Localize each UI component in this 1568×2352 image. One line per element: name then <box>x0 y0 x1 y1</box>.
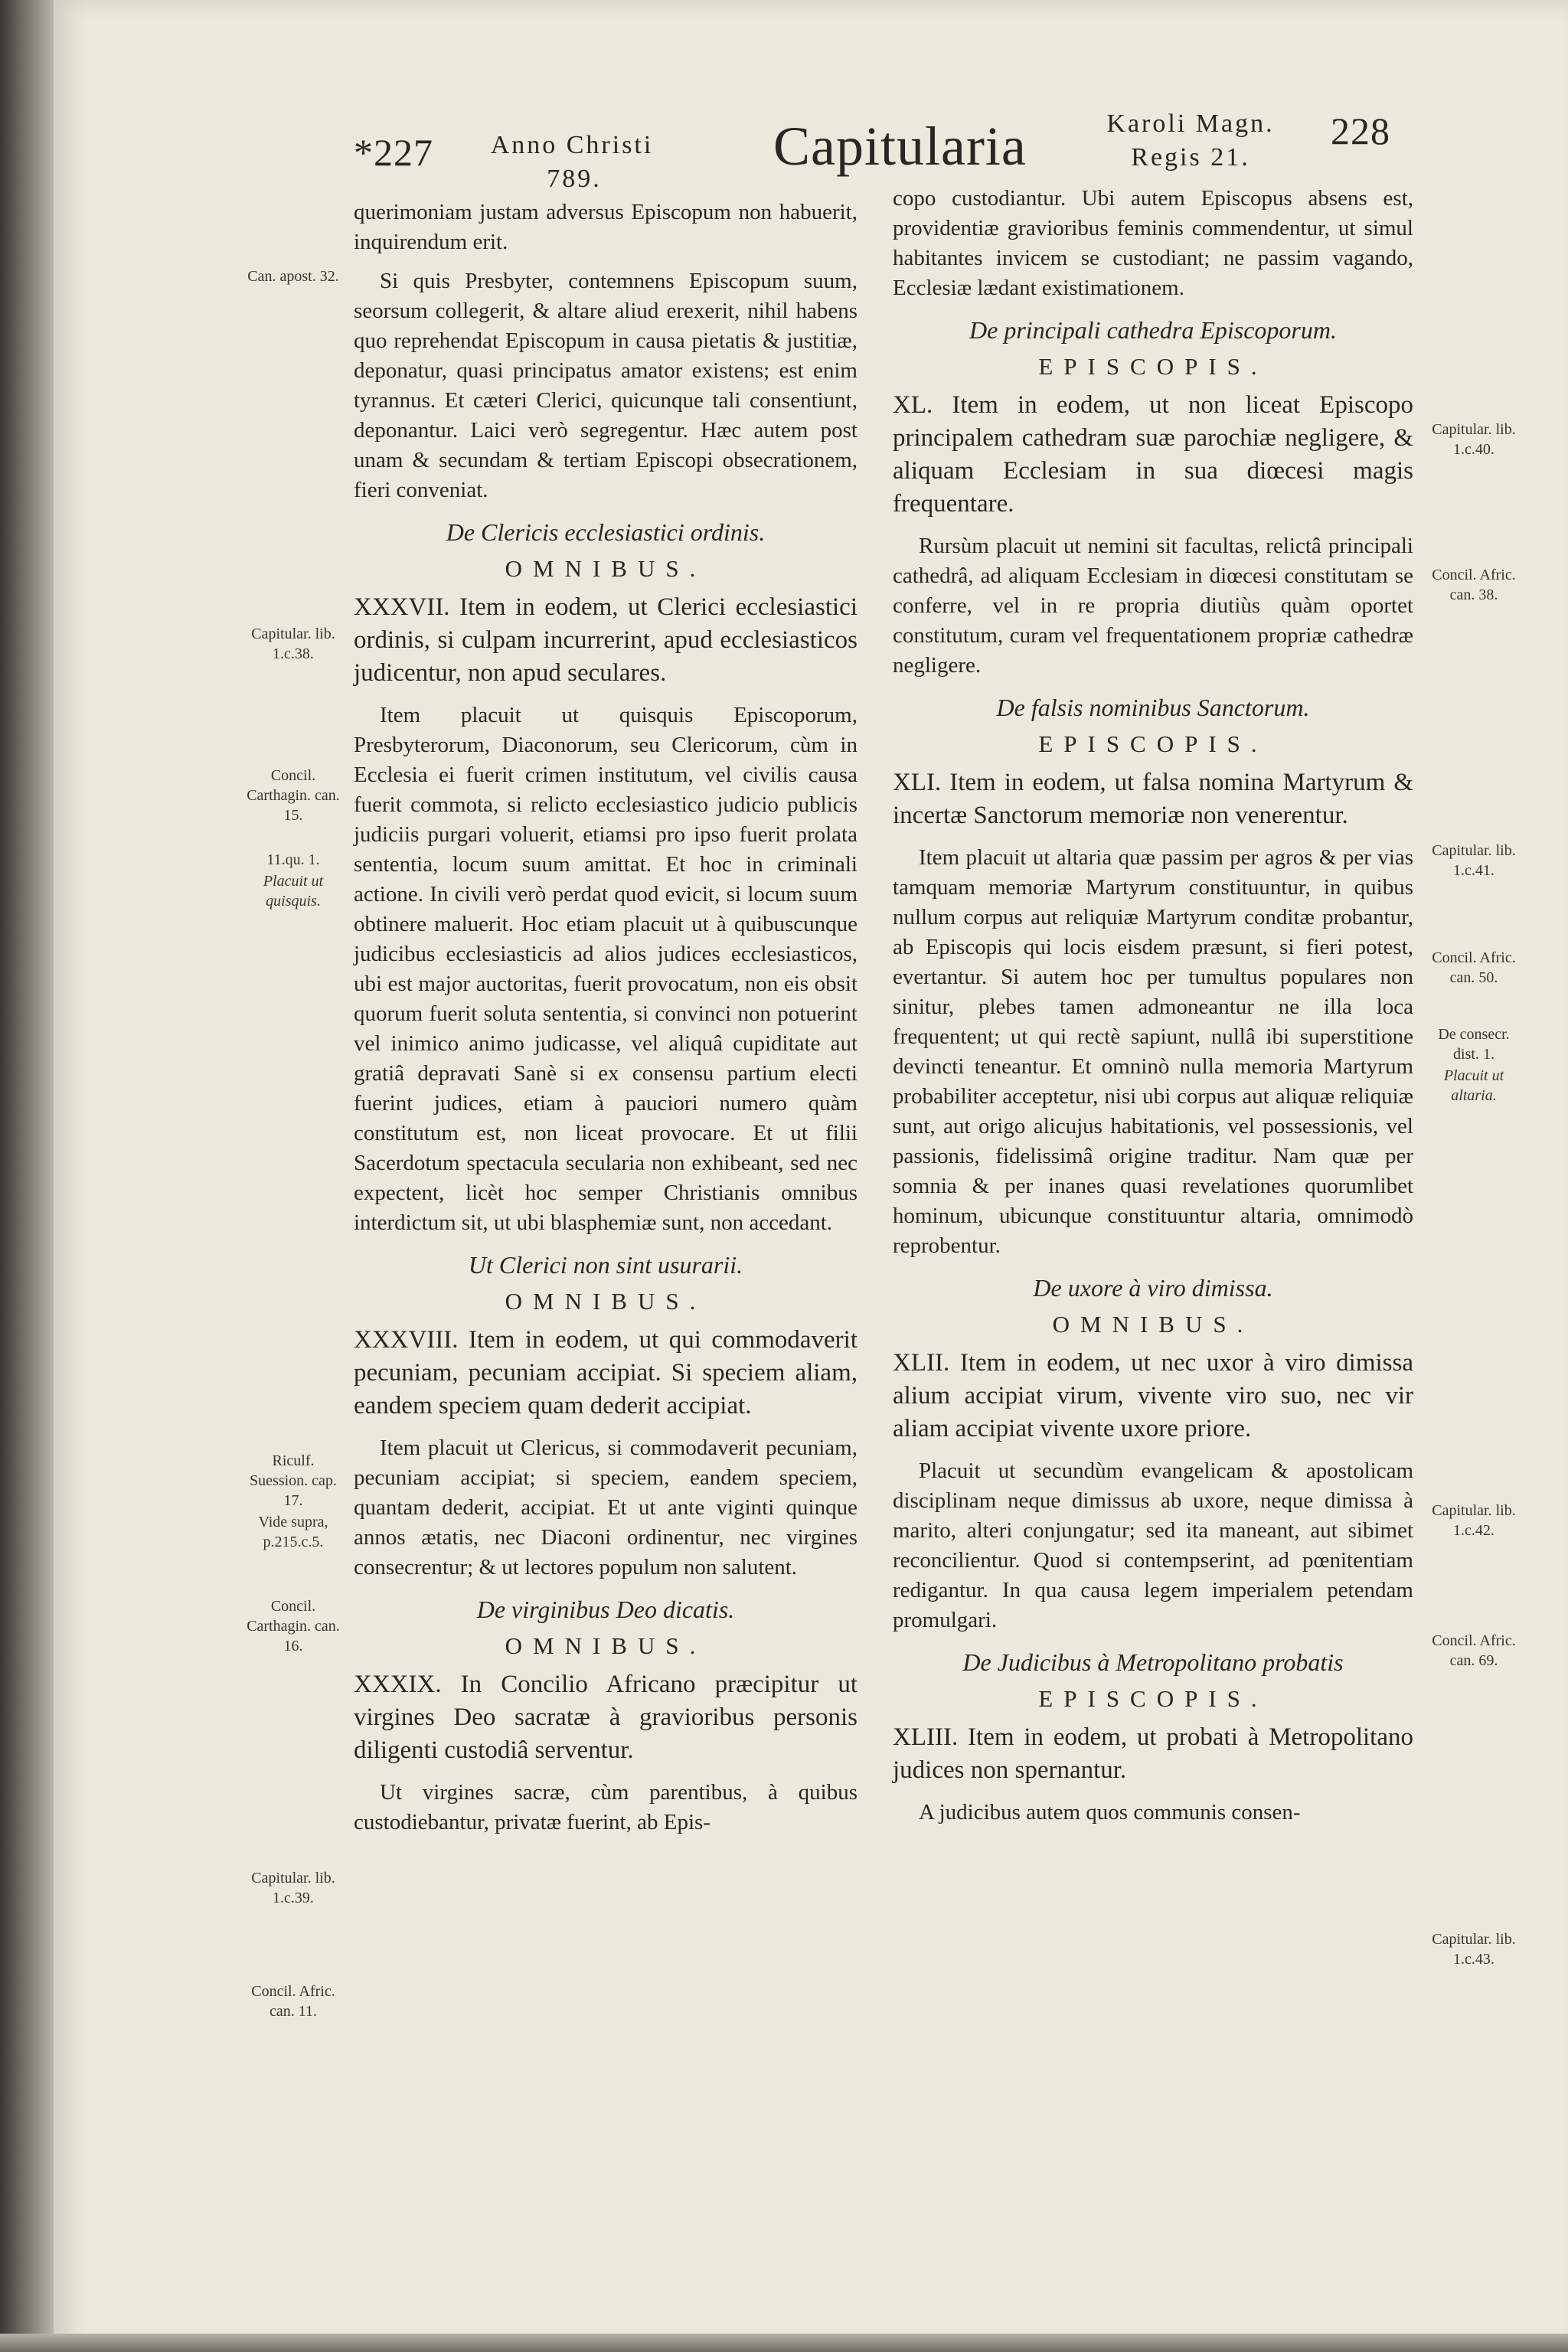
right-heading-2: De falsis nominibus Sanctorum. <box>996 694 1310 721</box>
right-address-4: EPISCOPIS. <box>1038 1685 1268 1712</box>
right-note-6: Concil. Afric. can. 69. <box>1432 1632 1516 1669</box>
left-p8: Ut virgines sacræ, cùm parentibus, à quibus custodiebantur, privatæ fuerint, ab Epis- <box>354 1780 858 1834</box>
left-chapter-38: XXXVIII. Item in eodem, ut qui commodaverit pecuniam, pecuniam accipiat. Si speciem aliam, eandem speciem quam dederit accipiat. <box>354 1326 858 1419</box>
right-note-4c <box>1424 1066 1524 1106</box>
right-address-3: OMNIBUS. <box>1052 1311 1254 1338</box>
left-chapter-37: XXXVII. Item in eodem, ut Clerici ecclesiastici ordinis, si culpam incurrerint, apud ecclesiasticos judicentur, non apud seculares. <box>354 593 858 687</box>
right-note-1: Capitular. lib. 1.c.40. <box>1432 421 1516 458</box>
left-address-2: OMNIBUS. <box>505 1288 707 1315</box>
left-heading-2: Ut Clerici non sint usurarii. <box>468 1251 743 1279</box>
left-heading-1: De Clericis ecclesiastici ordinis. <box>446 518 766 546</box>
right-regis: Regis 21. <box>1131 143 1250 172</box>
book-spine-shadow <box>0 0 54 2352</box>
right-p1: copo custodiantur. Ubi autem Episcopus absens est, providentiæ gravioribus feminis commendentur, ut simul habitantes invicem se custodiant; ne passim vagando, Ecclesiæ lædant existimationem. <box>893 186 1413 300</box>
right-chapter-42: XLII. Item in eodem, ut nec uxor à viro dimissa alium accipiat virum, vivente viro suo, nec vir aliam accipiat vivente uxore priore. <box>893 1349 1413 1442</box>
right-note-4a: Concil. Afric. can. 50. <box>1432 949 1516 986</box>
right-running-head: Karoli Magn. <box>1106 109 1275 138</box>
right-address-2: EPISCOPIS. <box>1038 730 1268 757</box>
page-bottom-edge <box>0 2334 1568 2352</box>
right-chapter-40: XL. Item in eodem, ut non liceat Episcopo principalem cathedram suæ parochiæ negligere, & aliquam Ecclesiam in sua diœcesi magis frequentare. <box>893 391 1413 518</box>
right-p9: A judicibus autem quos communis consen- <box>919 1800 1301 1824</box>
left-address-1: OMNIBUS. <box>505 555 707 582</box>
right-note-5: Capitular. lib. 1.c.42. <box>1432 1502 1516 1539</box>
right-heading-4: De Judicibus à Metropolitano probatis <box>962 1648 1344 1676</box>
right-heading-3: De uxore à viro dimissa. <box>1033 1274 1273 1302</box>
left-address-3: OMNIBUS. <box>505 1632 707 1659</box>
right-note-3: Capitular. lib. 1.c.41. <box>1432 842 1516 879</box>
left-heading-3: De virginibus Deo dicatis. <box>476 1596 735 1623</box>
left-chapter-39: XXXIX. In Concilio Africano præcipitur ut virgines Deo sacratæ à gravioribus personis diligenti custodiâ serventur. <box>354 1671 858 1764</box>
left-note-3c-text: Placuit ut quisquis. <box>263 873 324 910</box>
right-column <box>893 184 1413 1837</box>
right-heading-1: De principali cathedra Episcoporum. <box>969 316 1337 344</box>
right-note-2: Concil. Afric. can. 38. <box>1432 567 1516 603</box>
right-page-number: 228 <box>1331 109 1390 152</box>
right-chapter-41: XLI. Item in eodem, ut falsa nomina Martyrum & incertæ Sanctorum memoriæ non venerentur. <box>893 769 1413 829</box>
left-page-number: *227 <box>354 131 433 174</box>
right-note-4b: De consecr. dist. 1. <box>1438 1026 1510 1063</box>
left-note-3c <box>243 871 343 911</box>
left-column <box>354 198 858 1847</box>
right-p5: Item placuit ut altaria quæ passim per agros & per vias tamquam memoriæ Martyrum constituuntur, in quibus nullum corpus aut reliquiæ Martyrum conditæ probantur, ab Episcopis qui locis eisdem præsunt, si fieri potest, evertantur. Si autem hoc per tumultus populares non sinitur, plebes tamen admoneantur ne illa loca frequentent; ut qui rectè sapiunt, nullâ ibi superstitione devincti teneantur. Et omninò nulla memoria Martyrum probabiliter acceptetur, nisi ubi corpus aut aliquæ reliquiæ sunt, aut origo alicujus habitationis, vel possessionis, vel passionis, fidelissimâ origine traditur. Nam quæ per somnia & per inanes quasi revelationes quorumlibet hominum, ubicunque constituuntur altaria, omnimodò reprobentur. <box>893 845 1413 1258</box>
left-note-4a: Riculf. Suession. cap. 17. <box>250 1452 337 1509</box>
left-p4: Item placuit ut quisquis Episcoporum, Presbyterorum, Diaconorum, seu Clericorum, cùm in Ecclesia ei fuerit crimen institutum, vel civilis causa fuerit commota, si relicto ecclesiastico judicio publicis judiciis purgari voluerit, etiamsi pro ipso fuerit prolata sententia, locum suum amittat. Et hoc in criminali actione. In civili verò perdat quod evicit, si locum suum obtinere maluerit. Hoc etiam placuit ut à quibuscunque judicibus ecclesiasticis ad alios judices ecclesiasticos, ubi est major auctoritas, fuerit provocatum, non eis obsit quorum fuerit soluta sententia, si convinci non potuerint vel inimico animo judicasse, vel aliquâ cupiditate aut gratiâ depravati Sanè si ex consensu partium electi fuerint judices, etiam à pauciori numero quàm constitutum est, non liceat provocare. Et ut filii Sacerdotum spectacula secularia non exhibeant, sed nec expectent, licèt hoc semper Christianis omnibus interdictum sit, ut ubi blasphemiæ sunt, non accedant. <box>354 703 858 1235</box>
left-year: 789. <box>547 165 602 193</box>
right-p7: Placuit ut secundùm evangelicam & apostolicam disciplinam neque dimissus ab uxore, neque dimissa à marito, alteri conjungatur; sed ita maneant, aut sibimet reconcilientur. Quod si contempserint, ad pœnitentiam redigantur. In qua causa legem imperialem petendam promulgari. <box>893 1459 1413 1632</box>
left-note-7: Concil. Afric. can. 11. <box>251 1983 335 2020</box>
right-address-1: EPISCOPIS. <box>1038 353 1268 380</box>
left-p1: querimoniam justam adversus Episcopum non habuerit, inquirendum erit. <box>354 200 858 254</box>
right-note-4c-text: Placuit ut altaria. <box>1443 1067 1504 1104</box>
left-running-head: Anno Christi <box>490 131 654 159</box>
left-note-5: Concil. Carthagin. can. 16. <box>247 1598 340 1655</box>
right-note-7: Capitular. lib. 1.c.43. <box>1432 1931 1516 1968</box>
left-note-6: Capitular. lib. 1.c.39. <box>251 1870 335 1906</box>
left-note-3a: Concil. Carthagin. can. 15. <box>247 767 340 824</box>
left-note-2: Capitular. lib. 1.c.38. <box>251 626 335 662</box>
left-p2: Si quis Presbyter, contemnens Episcopum suum, seorsum collegerit, & altare aliud erexerit, nihil habens quo reprehendat Episcopum in causa pietatis & justitiæ, deponatur, quasi principatus amator existens; est enim tyrannus. Et cæteri Clerici, quicunque tali consentiunt, deponantur. Laici verò segregentur. Hæc autem post unam & secundam & tertiam Episcopi obsecrationem, fieri conveniat. <box>354 269 858 502</box>
left-p6: Item placuit ut Clericus, si commodaverit pecuniam, pecuniam accipiat; si speciem, eandem speciem, quantam dederit, accipiat. Et ut ante viginti quinque annos ætatis, nec Diaconi ordinentur, nec virgines consecrentur; & ut lectores populum non salutent. <box>354 1436 858 1579</box>
center-title: Capitularia <box>773 116 1027 177</box>
left-note-3b: 11.qu. 1. <box>266 851 320 868</box>
left-note-1: Can. apost. 32. <box>247 268 339 285</box>
left-note-4b: Vide supra, p.215.c.5. <box>258 1514 328 1550</box>
right-p3: Rursùm placuit ut nemini sit facultas, relictâ principali cathedrâ, ad aliquam Ecclesiam in diœcesi constitutam se conferre, vel in re propria diutiùs quàm oportet constitutum, curam vel frequentationem propriæ cathedræ negligere. <box>893 534 1413 678</box>
right-chapter-43: XLIII. Item in eodem, ut probati à Metropolitano judices non spernantur. <box>893 1723 1413 1784</box>
